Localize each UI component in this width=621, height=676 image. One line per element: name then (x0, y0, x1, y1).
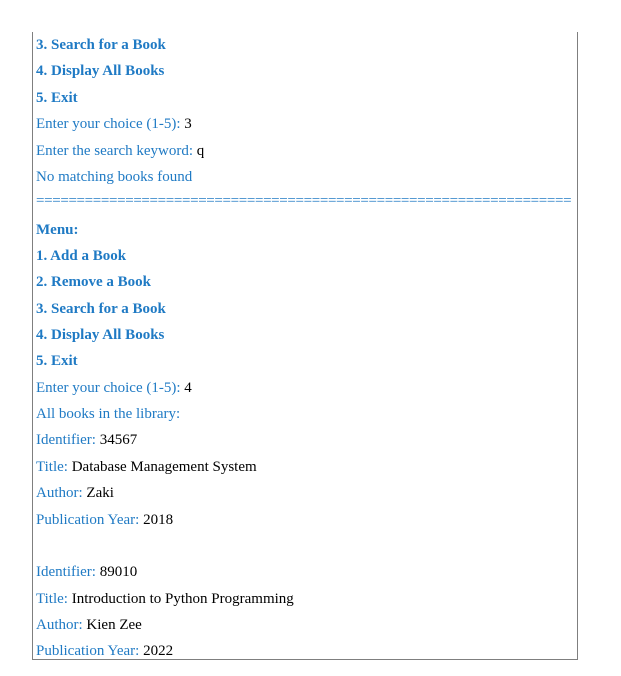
choice-prompt: Enter your choice (1-5): (36, 380, 185, 396)
book-identifier: 89010 (99, 564, 138, 580)
year-label: Publication Year: (36, 643, 144, 659)
author-label: Author: (36, 617, 87, 633)
book-author: Kien Zee (86, 617, 142, 633)
book-year-line (36, 511, 173, 529)
book-title: Database Management System (71, 459, 257, 475)
keyword-prompt-line (36, 142, 204, 160)
title-label: Title: (36, 459, 72, 475)
book-identifier-line (36, 431, 137, 449)
menu-item-exit: 5. Exit (36, 353, 78, 369)
menu-item-display: 4. Display All Books (36, 63, 165, 79)
separator-line: ================================================================== (36, 193, 572, 209)
book-year: 2022 (143, 643, 174, 659)
menu-item-remove: 2. Remove a Book (36, 274, 151, 290)
identifier-label: Identifier: (36, 564, 100, 580)
choice-prompt-line (36, 379, 192, 397)
console-output-panel[interactable] (32, 32, 578, 660)
choice-prompt-line (36, 115, 192, 133)
choice-input: 4 (184, 380, 192, 396)
choice-prompt: Enter your choice (1-5): (36, 116, 185, 132)
keyword-prompt: Enter the search keyword: (36, 143, 197, 159)
keyword-input: q (196, 143, 205, 159)
books-list-header: All books in the library: (36, 406, 181, 422)
book-title-line (36, 458, 257, 476)
book-year-line (36, 642, 173, 660)
book-identifier-line (36, 563, 137, 581)
book-identifier: 34567 (99, 432, 138, 448)
menu-item-display: 4. Display All Books (36, 327, 165, 343)
book-author-line (36, 616, 142, 634)
search-result-message: No matching books found (36, 169, 193, 185)
book-title-line (36, 590, 294, 608)
menu-item-add: 1. Add a Book (36, 248, 127, 264)
book-author-line (36, 484, 114, 502)
title-label: Title: (36, 591, 72, 607)
choice-input: 3 (184, 116, 192, 132)
identifier-label: Identifier: (36, 432, 100, 448)
menu-item-exit: 5. Exit (36, 90, 78, 106)
book-title: Introduction to Python Programming (71, 591, 294, 607)
author-label: Author: (36, 485, 87, 501)
year-label: Publication Year: (36, 512, 144, 528)
menu-item-search: 3. Search for a Book (36, 301, 166, 317)
book-year: 2018 (143, 512, 174, 528)
book-author: Zaki (86, 485, 114, 501)
menu-item-search: 3. Search for a Book (36, 37, 166, 53)
menu-title: Menu: (36, 222, 79, 238)
